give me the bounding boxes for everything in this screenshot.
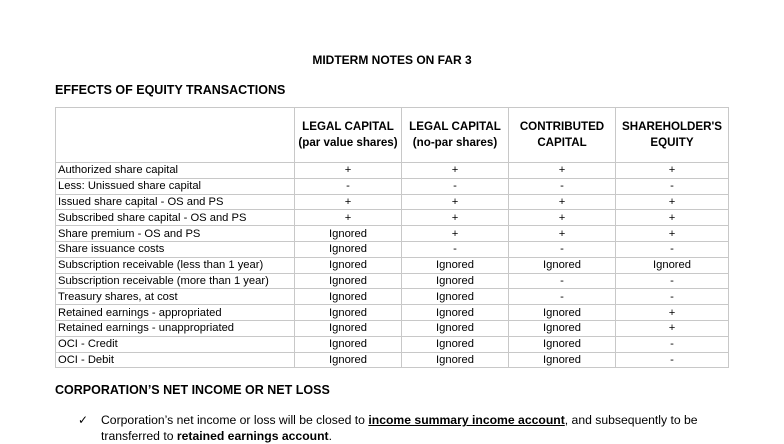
table-row [56, 320, 729, 336]
table-cell: + [616, 226, 729, 242]
table-cell: - [509, 241, 616, 257]
header-cell-contributed-capital: CONTRIBUTED CAPITAL [509, 108, 616, 163]
table-cell: Ignored [295, 305, 402, 321]
table-cell: - [402, 178, 509, 194]
table-row [56, 163, 729, 179]
row-label: Retained earnings - appropriated [56, 305, 295, 321]
table-row [56, 226, 729, 242]
table-cell: + [402, 226, 509, 242]
row-label: Share premium - OS and PS [56, 226, 295, 242]
table-cell: - [616, 336, 729, 352]
row-label: Subscription receivable (more than 1 year) [56, 273, 295, 289]
header-cell-legal-capital-nopar: LEGAL CAPITAL (no-par shares) [402, 108, 509, 163]
table-cell: Ignored [295, 320, 402, 336]
checkmark-icon: ✓ [78, 413, 89, 427]
table-row [56, 336, 729, 352]
income-summary-account-term: income summary income account [368, 413, 565, 427]
row-label: Treasury shares, at cost [56, 289, 295, 305]
row-label: Subscribed share capital - OS and PS [56, 210, 295, 226]
table-cell: - [402, 241, 509, 257]
table-cell: + [509, 210, 616, 226]
table-cell: Ignored [616, 257, 729, 273]
table-cell: - [509, 273, 616, 289]
row-label: Issued share capital - OS and PS [56, 194, 295, 210]
table-row [56, 305, 729, 321]
table-cell: - [509, 289, 616, 305]
table-cell: - [616, 352, 729, 368]
table-row [56, 178, 729, 194]
table-cell: Ignored [402, 352, 509, 368]
section-heading-equity-transactions: EFFECTS OF EQUITY TRANSACTIONS [55, 83, 286, 97]
table-cell: Ignored [295, 226, 402, 242]
table-cell: Ignored [509, 305, 616, 321]
retained-earnings-account-term: retained earnings account [176, 428, 329, 443]
table-cell: + [295, 194, 402, 210]
table-row [56, 210, 729, 226]
table-cell: + [616, 305, 729, 321]
document-title: MIDTERM NOTES ON FAR 3 [312, 53, 472, 67]
row-label: OCI - Debit [56, 352, 295, 368]
header-cell-blank [56, 108, 295, 163]
table-row [56, 273, 729, 289]
table-row [56, 194, 729, 210]
row-label: Subscription receivable (less than 1 year) [56, 257, 295, 273]
table-cell: + [616, 163, 729, 179]
table-cell: + [402, 163, 509, 179]
table-cell: - [616, 178, 729, 194]
table-cell: + [616, 210, 729, 226]
row-label: Less: Unissued share capital [56, 178, 295, 194]
table-row [56, 352, 729, 368]
table-cell: - [616, 241, 729, 257]
table-cell: Ignored [402, 257, 509, 273]
table-cell: Ignored [402, 273, 509, 289]
table-row [56, 257, 729, 273]
table-cell: Ignored [402, 305, 509, 321]
header-cell-legal-capital-par: LEGAL CAPITAL (par value shares) [295, 108, 402, 163]
equity-effects-table [55, 107, 729, 368]
bullet-paragraph [101, 413, 741, 444]
table-cell: + [295, 163, 402, 179]
table-cell: - [295, 178, 402, 194]
row-label: Retained earnings - unappropriated [56, 320, 295, 336]
bullet-text-part: . [328, 428, 332, 443]
bullet-text-part: Corporation’s net income or loss will be closed to [101, 413, 369, 427]
table-cell: Ignored [402, 336, 509, 352]
bullet-text-part: , and subsequently to be transferred to [101, 413, 698, 443]
table-cell: Ignored [295, 336, 402, 352]
row-label: Share issuance costs [56, 241, 295, 257]
table-row [56, 289, 729, 305]
table-cell: Ignored [295, 257, 402, 273]
table-cell: Ignored [509, 352, 616, 368]
table-cell: + [509, 226, 616, 242]
table-cell: Ignored [295, 352, 402, 368]
table-cell: Ignored [402, 320, 509, 336]
table-cell: Ignored [295, 241, 402, 257]
row-label: OCI - Credit [56, 336, 295, 352]
header-cell-shareholders-equity: SHAREHOLDER'S EQUITY [616, 108, 729, 163]
table-cell: Ignored [509, 320, 616, 336]
table-cell: + [402, 194, 509, 210]
table-header-row [56, 108, 729, 163]
table-cell: - [509, 178, 616, 194]
table-cell: Ignored [509, 257, 616, 273]
table-cell: + [509, 194, 616, 210]
table-cell: + [402, 210, 509, 226]
table-cell: Ignored [402, 289, 509, 305]
row-label: Authorized share capital [56, 163, 295, 179]
table-cell: + [616, 320, 729, 336]
table-cell: Ignored [295, 289, 402, 305]
table-cell: + [295, 210, 402, 226]
table-cell: Ignored [295, 273, 402, 289]
table-cell: - [616, 273, 729, 289]
table-cell: - [616, 289, 729, 305]
table-row [56, 241, 729, 257]
table-cell: + [616, 194, 729, 210]
table-cell: + [509, 163, 616, 179]
section-heading-net-income: CORPORATION’S NET INCOME OR NET LOSS [55, 383, 330, 397]
table-cell: Ignored [509, 336, 616, 352]
